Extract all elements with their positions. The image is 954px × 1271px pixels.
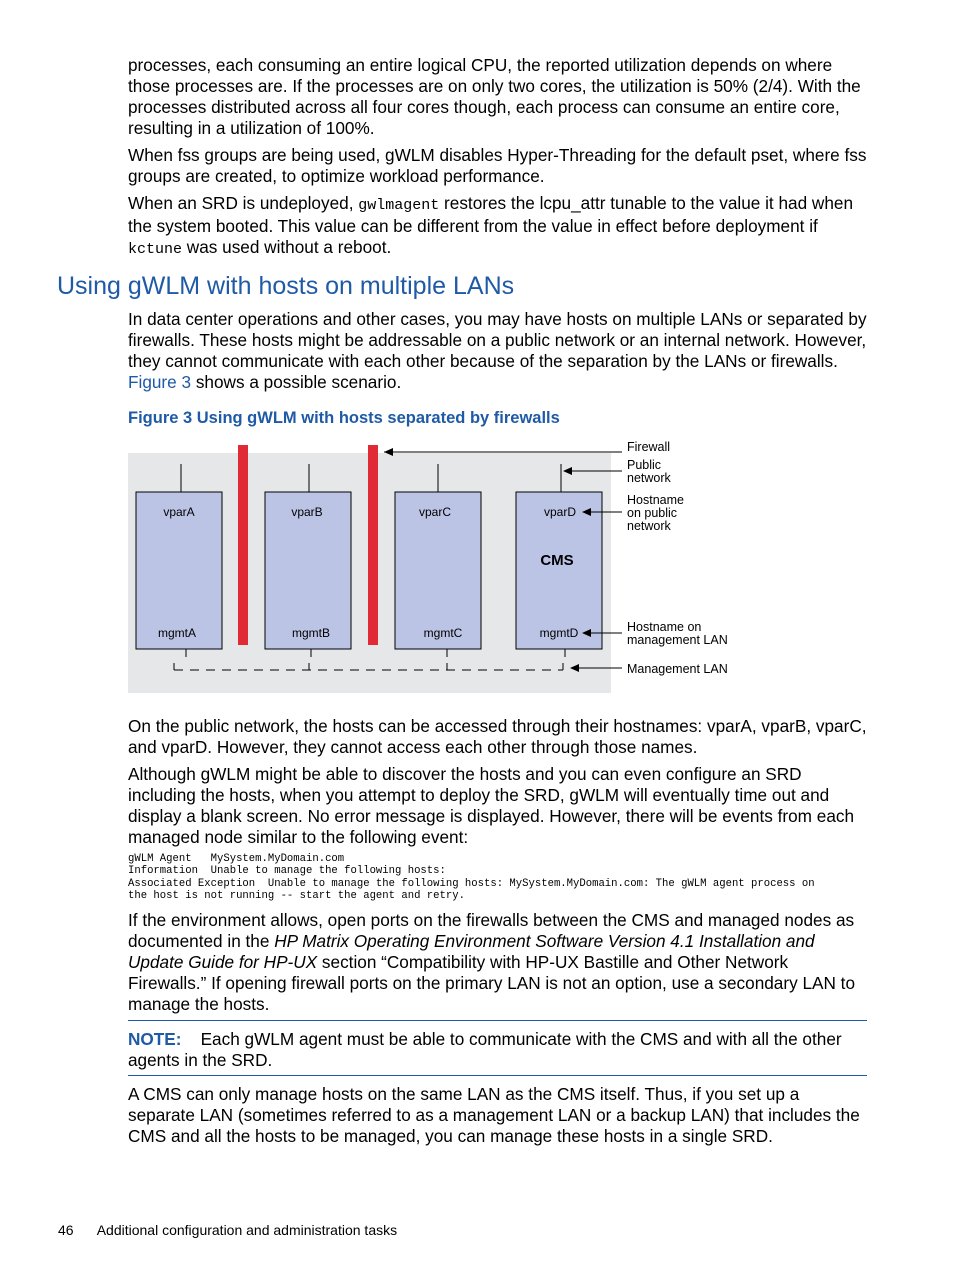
callout-firewall: Firewall: [627, 440, 671, 454]
note-label: NOTE:: [128, 1029, 182, 1049]
section-title: Using gWLM with hosts on multiple LANs: [57, 272, 515, 300]
note-bottom-rule: [128, 1075, 867, 1076]
body-paragraph-3: [128, 910, 870, 1015]
text-span: shows a possible scenario.: [191, 372, 402, 392]
host-label-mgmta: mgmtA: [157, 626, 197, 640]
cms-label: CMS: [540, 552, 574, 569]
note-top-rule: [128, 1020, 867, 1021]
host-label-vparb: vparB: [291, 505, 323, 519]
host-label-vparc: vparC: [418, 505, 452, 519]
note-text: Each gWLM agent must be able to communicate with the CMS and with all the other agents in the SRD.: [128, 1029, 842, 1070]
callout-hostname-public-2: on public: [627, 506, 678, 520]
page-footer: [58, 1222, 397, 1238]
body-paragraph-4: A CMS can only manage hosts on the same LAN as the CMS itself. Thus, if you set up a separate LAN (sometimes referred to as a management LAN or a backup LAN) that includes the CMS and all the hosts to be managed, you can manage these hosts in a single SRD.: [128, 1084, 860, 1146]
text-span: In data center operations and other cases, you may have hosts on multiple LANs or separated by firewalls. These hosts might be addressable on a public network or an internal network. However, they cannot communicate with each other because of the separation by the LANs or firewalls.: [128, 309, 867, 371]
figure-3-link[interactable]: Figure 3: [128, 372, 192, 392]
text-span: was used without a reboot.: [182, 237, 392, 257]
firewall-1: [238, 445, 248, 645]
callout-hostname-mgmt-1: Hostname on: [627, 620, 702, 634]
callout-management-lan: Management LAN: [627, 662, 728, 676]
intro-paragraph-1: processes, each consuming an entire logical CPU, the reported utilization depends on where those processes are. If the processes are on only two cores, the utilization is 50% (2/4). With the processes distributed across all four cores though, each process can consume an entire core, resulting in a utilization of 100%.: [128, 55, 861, 138]
host-label-mgmtb: mgmtB: [291, 626, 331, 640]
intro-paragraph-2: When fss groups are being used, gWLM disables Hyper-Threading for the default pset, where fss groups are created, to optimize workload performance.: [128, 145, 867, 186]
host-label-vpard: vparD: [543, 505, 577, 519]
host-label-mgmtc: mgmtC: [423, 626, 463, 640]
text-span: restores the lcpu_attr tunable to the value it had when the system booted. This value can be different from the value in effect before deployment if: [128, 193, 853, 236]
host-label-vpara: vparA: [163, 505, 195, 519]
code-kctune: kctune: [128, 241, 183, 258]
note: [128, 1029, 870, 1071]
callout-public-network-2: network: [627, 471, 671, 485]
body-paragraph-1: On the public network, the hosts can be accessed through their hostnames: vparA, vparB, vparC, and vparD. However, they cannot access each other through those names.: [128, 716, 867, 757]
chapter-title: Additional configuration and administration tasks: [96, 1222, 398, 1238]
guide-title: HP Matrix Operating Environment Software Version 4.1 Installation and Update Guide for HP-UX: [128, 931, 815, 972]
page-number: 46: [58, 1222, 74, 1238]
text-span: section “Compatibility with HP-UX Bastille and Other Network Firewalls.” If opening firewall ports on the primary LAN is not an option, use a secondary LAN to manage the hosts.: [128, 952, 856, 1014]
callout-hostname-public-3: network: [627, 519, 671, 533]
event-code-block: gWLM Agent MySystem.MyDomain.com Information Unable to manage the following hosts: Associated Exception Unable to manage the following hosts: MySystem.MyDomain.com: The gWLM agent process on the host is not running -- start the agent and retry.: [128, 853, 815, 903]
firewall-2: [368, 445, 378, 645]
host-label-mgmtd: mgmtD: [539, 626, 579, 640]
body-paragraph-2: Although gWLM might be able to discover the hosts and you can even configure an SRD including the hosts, when you attempt to deploy the SRD, gWLM will eventually time out and display a blank screen. No error message is displayed. However, there will be events from each managed node similar to the following event:: [128, 764, 855, 847]
text-span: When an SRD is undeployed,: [128, 193, 359, 213]
text-span: If the environment allows, open ports on the firewalls between the CMS and managed nodes as documented in the: [128, 910, 855, 951]
callout-hostname-mgmt-2: management LAN: [627, 633, 728, 647]
code-gwlmagent: gwlmagent: [358, 197, 440, 214]
callout-public-network-1: Public: [627, 458, 662, 472]
callout-hostname-public-1: Hostname: [627, 493, 684, 507]
figure-caption: Figure 3 Using gWLM with hosts separated by firewalls: [128, 409, 560, 427]
